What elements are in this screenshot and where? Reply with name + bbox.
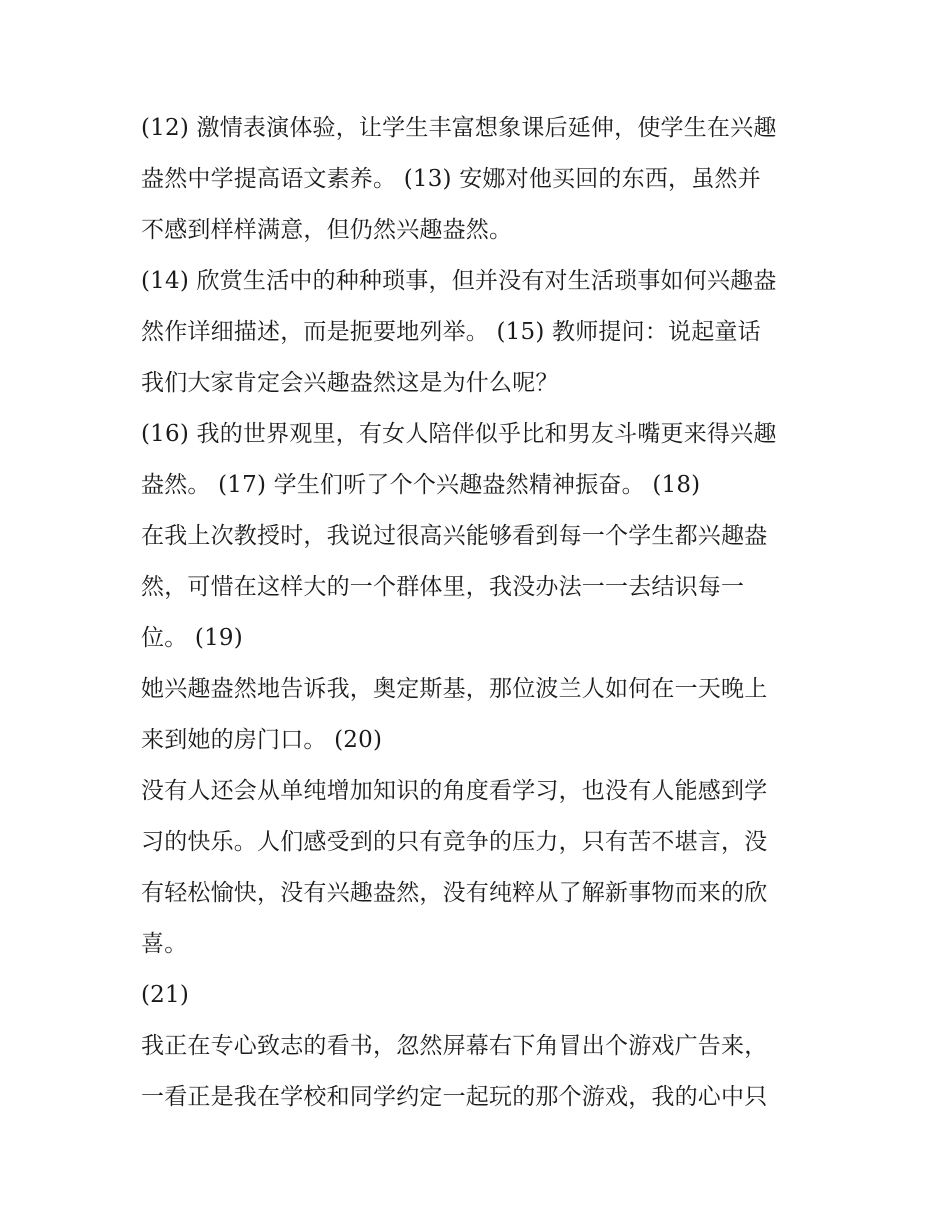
text-line: (14) 欣赏生活中的种种琐事，但并没有对生活琐事如何兴趣盎: [141, 268, 777, 294]
text-line: 盎然中学提高语文素养。 (13) 安娜对他买回的东西，虽然并: [141, 166, 761, 192]
text-line: 在我上次教授时，我说过很高兴能够看到每一个学生都兴趣盎: [141, 523, 768, 549]
text-line: 没有人还会从单纯增加知识的角度看学习，也没有人能感到学: [141, 778, 768, 804]
text-line: 盎然。 (17) 学生们听了个个兴趣盎然精神振奋。 (18): [141, 472, 701, 498]
text-line: (16) 我的世界观里，有女人陪伴似乎比和男友斗嘴更来得兴趣: [141, 421, 777, 447]
text-line: (12) 激情表演体验，让学生丰富想象课后延伸，使学生在兴趣: [141, 115, 777, 141]
text-line: 习的快乐。人们感受到的只有竞争的压力，只有苦不堪言，没: [141, 829, 768, 855]
text-line: 我们大家肯定会兴趣盎然这是为什么呢？: [141, 370, 559, 396]
text-line: (21): [141, 982, 190, 1008]
text-line: 然，可惜在这样大的一个群体里，我没办法一一去结识每一: [141, 574, 745, 600]
text-line: 有轻松愉快，没有兴趣盎然，没有纯粹从了解新事物而来的欣: [141, 880, 768, 906]
document-body: [141, 103, 821, 1123]
text-line: 不感到样样满意，但仍然兴趣盎然。: [141, 217, 513, 243]
text-line: 来到她的房门口。 (20): [141, 727, 383, 753]
text-line: 喜。: [141, 931, 188, 957]
text-line: 我正在专心致志的看书，忽然屏幕右下角冒出个游戏广告来，: [141, 1033, 768, 1059]
text-line: 她兴趣盎然地告诉我，奥定斯基，那位波兰人如何在一天晚上: [141, 676, 768, 702]
text-line: 一看正是我在学校和同学约定一起玩的那个游戏，我的心中只: [141, 1084, 768, 1110]
text-line: 然作详细描述，而是扼要地列举。 (15) 教师提问：说起童话: [141, 319, 761, 345]
text-line: 位。 (19): [141, 625, 243, 651]
